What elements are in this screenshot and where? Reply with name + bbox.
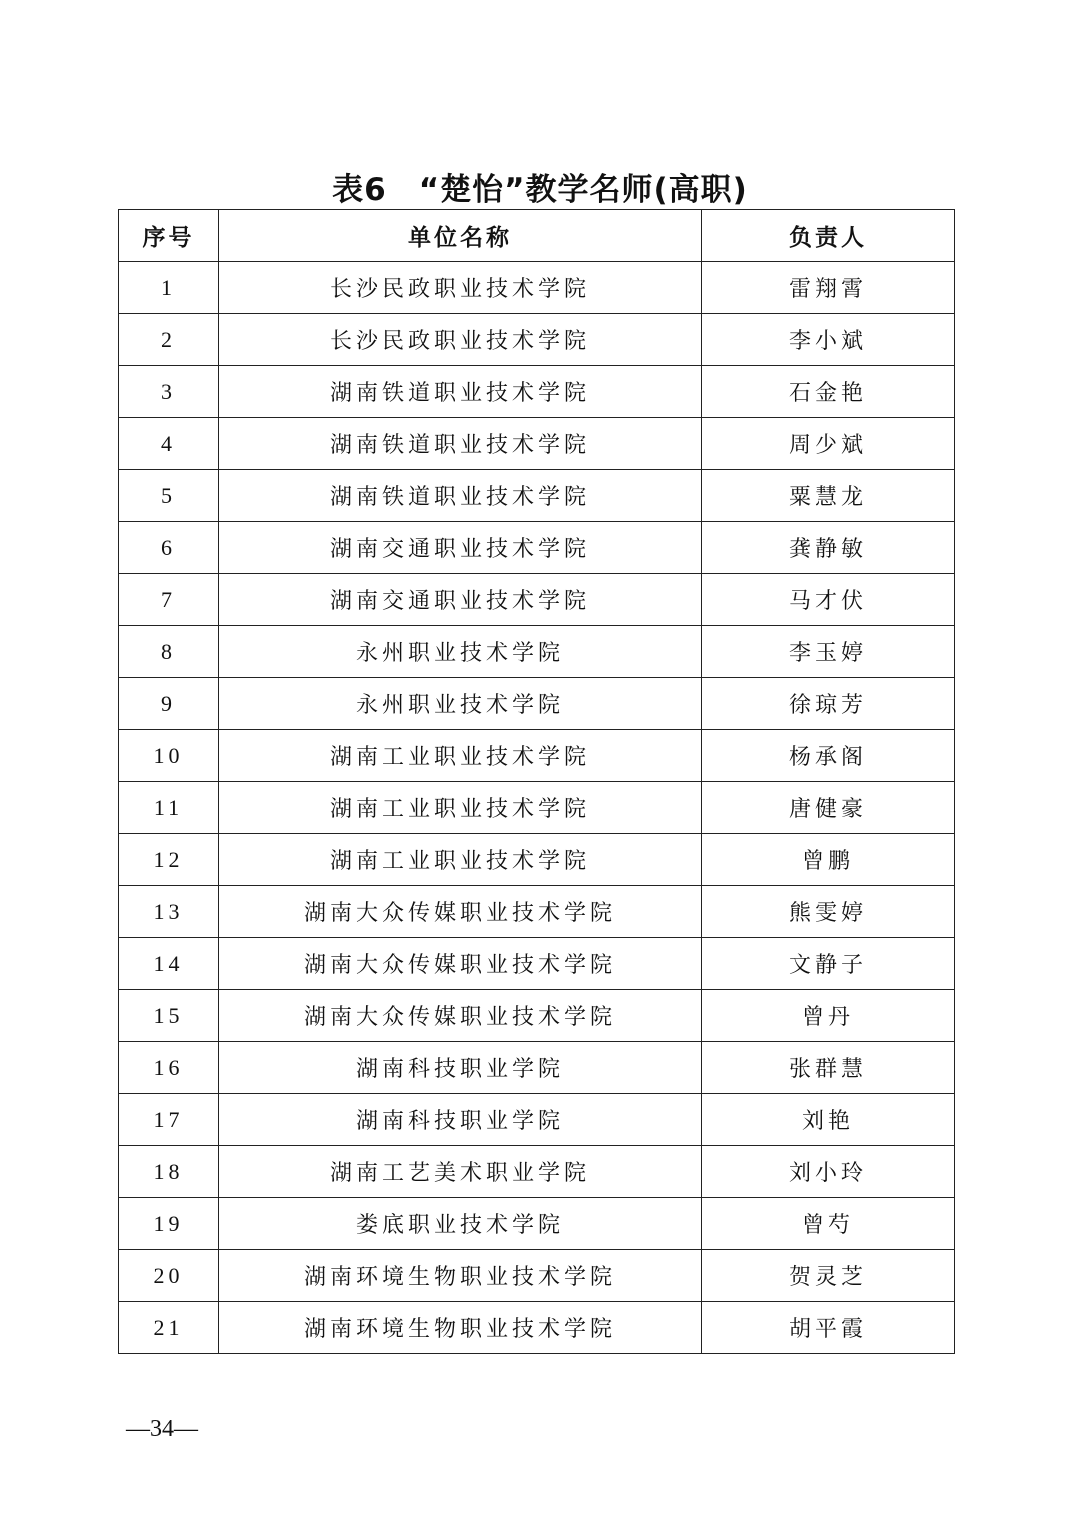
cell-person: 文静子 [702,938,955,990]
cell-no: 7 [119,574,219,626]
table-row [119,1302,955,1354]
table-row [119,574,955,626]
cell-unit: 湖南交通职业技术学院 [219,574,702,626]
cell-person: 杨承阁 [702,730,955,782]
cell-unit: 湖南铁道职业技术学院 [219,366,702,418]
cell-person: 曾鹏 [702,834,955,886]
table-row [119,470,955,522]
table-row [119,1198,955,1250]
cell-person: 周少斌 [702,418,955,470]
cell-no: 17 [119,1094,219,1146]
cell-no: 8 [119,626,219,678]
cell-unit: 湖南环境生物职业技术学院 [219,1302,702,1354]
cell-unit: 湖南工业职业技术学院 [219,782,702,834]
cell-person: 李玉婷 [702,626,955,678]
cell-person: 马才伏 [702,574,955,626]
table-row [119,1042,955,1094]
cell-unit: 湖南铁道职业技术学院 [219,470,702,522]
cell-person: 徐琼芳 [702,678,955,730]
cell-person: 雷翔霄 [702,262,955,314]
cell-no: 19 [119,1198,219,1250]
cell-no: 13 [119,886,219,938]
table-row [119,938,955,990]
cell-person: 刘小玲 [702,1146,955,1198]
cell-no: 20 [119,1250,219,1302]
table-row [119,730,955,782]
table-title: 表6 “楚怡”教学名师(高职) [332,172,748,208]
table-row [119,366,955,418]
table-row [119,522,955,574]
cell-no: 16 [119,1042,219,1094]
cell-unit: 娄底职业技术学院 [219,1198,702,1250]
cell-person: 曾芍 [702,1198,955,1250]
cell-no: 3 [119,366,219,418]
table-row [119,418,955,470]
cell-no: 1 [119,262,219,314]
table-row [119,678,955,730]
cell-person: 李小斌 [702,314,955,366]
table-row [119,314,955,366]
cell-no: 11 [119,782,219,834]
cell-person: 唐健豪 [702,782,955,834]
cell-unit: 湖南大众传媒职业技术学院 [219,938,702,990]
cell-no: 18 [119,1146,219,1198]
cell-no: 15 [119,990,219,1042]
header-no: 序号 [119,210,219,262]
cell-person: 刘艳 [702,1094,955,1146]
cell-no: 2 [119,314,219,366]
cell-no: 6 [119,522,219,574]
cell-unit: 永州职业技术学院 [219,626,702,678]
cell-no: 9 [119,678,219,730]
cell-unit: 永州职业技术学院 [219,678,702,730]
cell-person: 张群慧 [702,1042,955,1094]
header-unit: 单位名称 [219,210,702,262]
header-person: 负责人 [702,210,955,262]
cell-unit: 湖南大众传媒职业技术学院 [219,990,702,1042]
cell-unit: 湖南铁道职业技术学院 [219,418,702,470]
cell-no: 14 [119,938,219,990]
cell-person: 曾丹 [702,990,955,1042]
table-row [119,1094,955,1146]
cell-unit: 湖南科技职业学院 [219,1094,702,1146]
cell-unit: 长沙民政职业技术学院 [219,314,702,366]
cell-person: 熊雯婷 [702,886,955,938]
table-row [119,886,955,938]
cell-no: 12 [119,834,219,886]
cell-no: 10 [119,730,219,782]
cell-person: 石金艳 [702,366,955,418]
cell-no: 5 [119,470,219,522]
cell-person: 龚静敏 [702,522,955,574]
table-row [119,834,955,886]
teacher-table [118,209,955,1354]
table-row [119,990,955,1042]
cell-person: 粟慧龙 [702,470,955,522]
cell-no: 21 [119,1302,219,1354]
cell-unit: 湖南大众传媒职业技术学院 [219,886,702,938]
cell-person: 胡平霞 [702,1302,955,1354]
page-number: —34— [126,1416,198,1442]
cell-unit: 长沙民政职业技术学院 [219,262,702,314]
table-row [119,1146,955,1198]
table-row [119,782,955,834]
cell-unit: 湖南科技职业学院 [219,1042,702,1094]
table-row [119,626,955,678]
table-header-row [119,210,955,262]
cell-unit: 湖南交通职业技术学院 [219,522,702,574]
cell-no: 4 [119,418,219,470]
cell-unit: 湖南工业职业技术学院 [219,834,702,886]
cell-unit: 湖南工艺美术职业学院 [219,1146,702,1198]
table-row [119,262,955,314]
cell-unit: 湖南工业职业技术学院 [219,730,702,782]
cell-unit: 湖南环境生物职业技术学院 [219,1250,702,1302]
cell-person: 贺灵芝 [702,1250,955,1302]
table-row [119,1250,955,1302]
